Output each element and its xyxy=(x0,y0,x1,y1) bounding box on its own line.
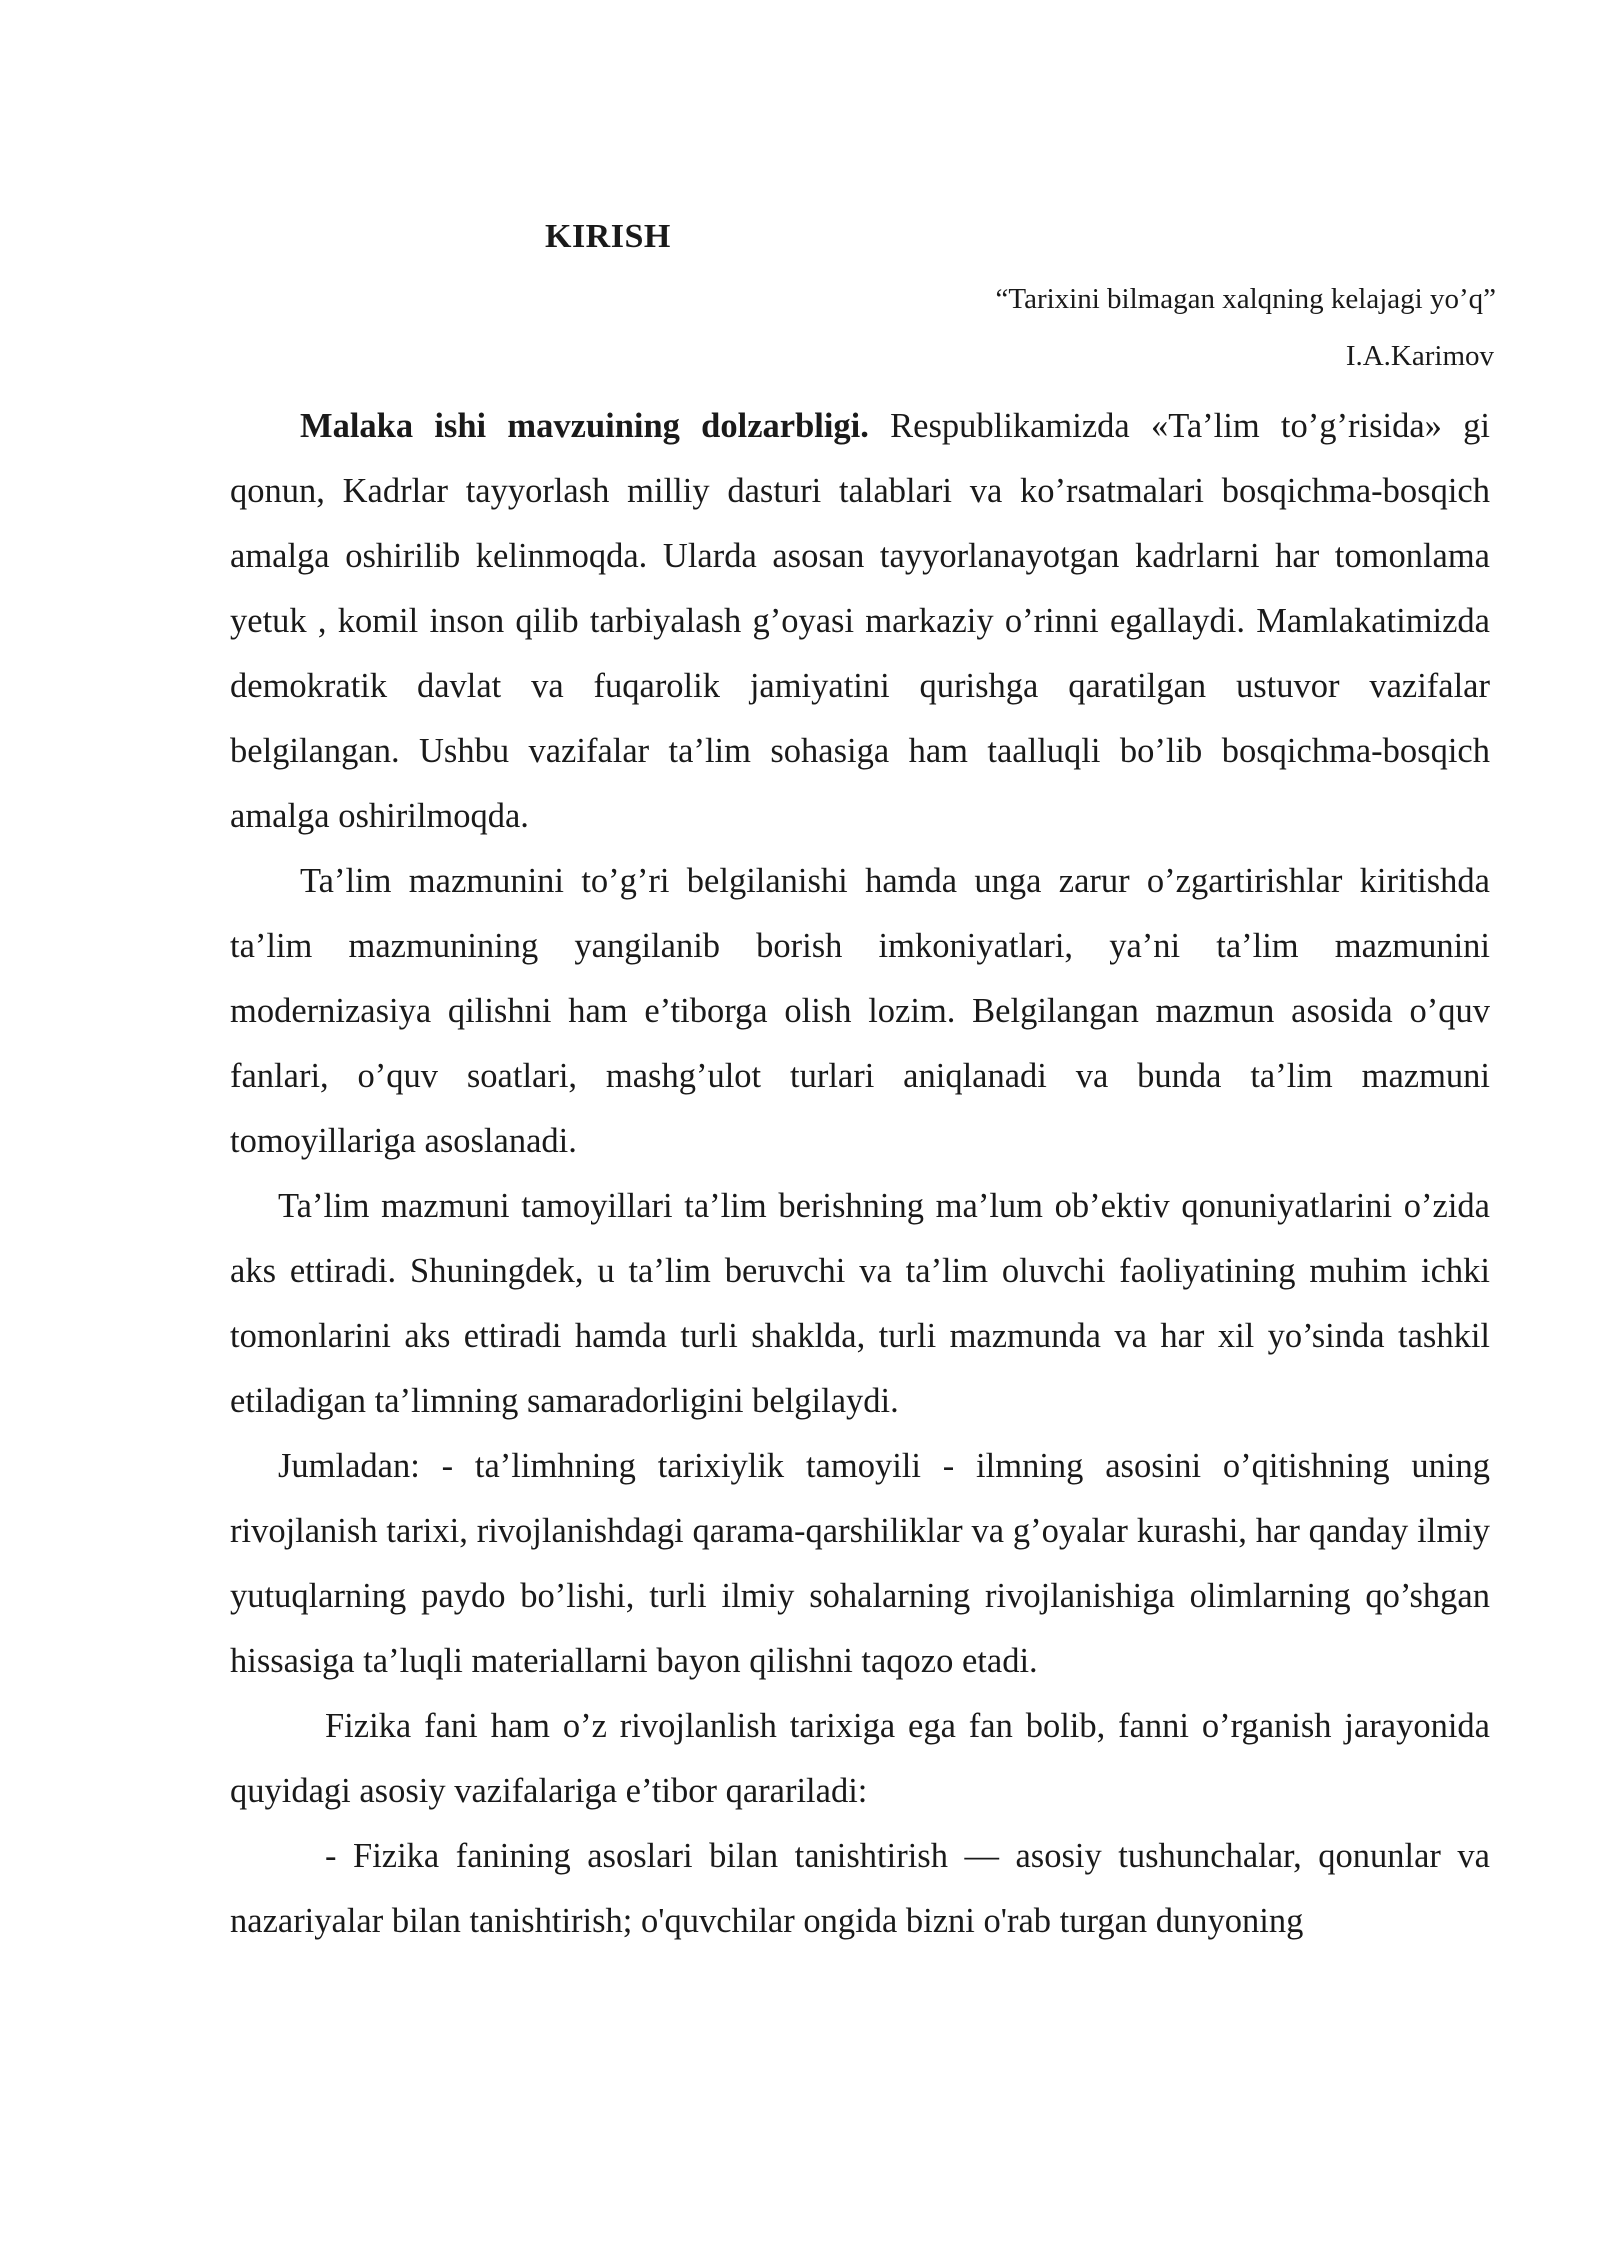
epigraph-author: I.A.Karimov xyxy=(1345,340,1494,372)
paragraph xyxy=(230,394,1490,849)
paragraph-text: Respublikamizda «Ta’lim to’g’risida» gi qonun, Kadrlar tayyorlash milliy dasturi talablari va ko’rsatmalari bosqichma-bosqich amalga oshirilib kelinmoqda. Ularda asosan tayyorlanayotgan kadrlarni har tomonlama yetuk , komil inson qilib tarbiyalash g’oyasi markaziy o’rinni egallaydi. Mamlakatimizda demokratik davlat va fuqarolik jamiyatini qurishga qaratilgan ustuvor vazifalar belgilangan. Ushbu vazifalar ta’lim sohasiga ham taalluqli bo’lib bosqichma-bosqich amalga oshirilmoqda. xyxy=(230,407,1490,835)
epigraph-quote: “Tarixini bilmagan xalqning kelajagi yo’q” xyxy=(995,283,1496,315)
paragraph: Jumladan: - ta’limhning tarixiylik tamoyili - ilmning asosini o’qitishning uning rivojlanish tarixi, rivojlanishdagi qarama-qarshiliklar va g’oyalar kurashi, har qanday ilmiy yutuqlarning paydo bo’lishi, turli ilmiy sohalarning rivojlanishiga olimlarning qo’shgan hissasiga ta’luqli materiallarni bayon qilishni taqozo etadi. xyxy=(230,1447,1490,1680)
paragraph-lead: Malaka ishi mavzuining dolzarbligi. xyxy=(300,407,869,445)
section-heading: KIRISH xyxy=(545,218,671,255)
paragraph: Ta’lim mazmuni tamoyillari ta’lim berishning ma’lum ob’ektiv qonuniyatlarini o’zida aks ettiradi. Shuningdek, u ta’lim beruvchi va ta’lim oluvchi faoliyatining muhim ichki tomonlarini aks ettiradi hamda turli shaklda, turli mazmunda va har xil yo’sinda tashkil etiladigan ta’limning samaradorligini belgilaydi. xyxy=(230,1187,1490,1420)
paragraph: Fizika fani ham o’z rivojlanlish tarixiga ega fan bolib, fanni o’rganish jarayonida quyidagi asosiy vazifalariga e’tibor qarariladi: xyxy=(230,1707,1490,1810)
paragraph: - Fizika fanining asoslari bilan tanishtirish — asosiy tushunchalar, qonunlar va nazariyalar bilan tanishtirish; o'quvchilar ongida bizni o'rab turgan dunyoning xyxy=(230,1837,1490,1940)
body-text xyxy=(230,394,1490,1954)
paragraph: Ta’lim mazmunini to’g’ri belgilanishi hamda unga zarur o’zgartirishlar kiritishda ta’lim mazmunining yangilanib borish imkoniyatlari, ya’ni ta’lim mazmunini modernizasiya qilishni ham e’tiborga olish lozim. Belgilangan mazmun asosida o’quv fanlari, o’quv soatlari, mashg’ulot turlari aniqlanadi va bunda ta’lim mazmuni tomoyillariga asoslanadi. xyxy=(230,862,1490,1160)
